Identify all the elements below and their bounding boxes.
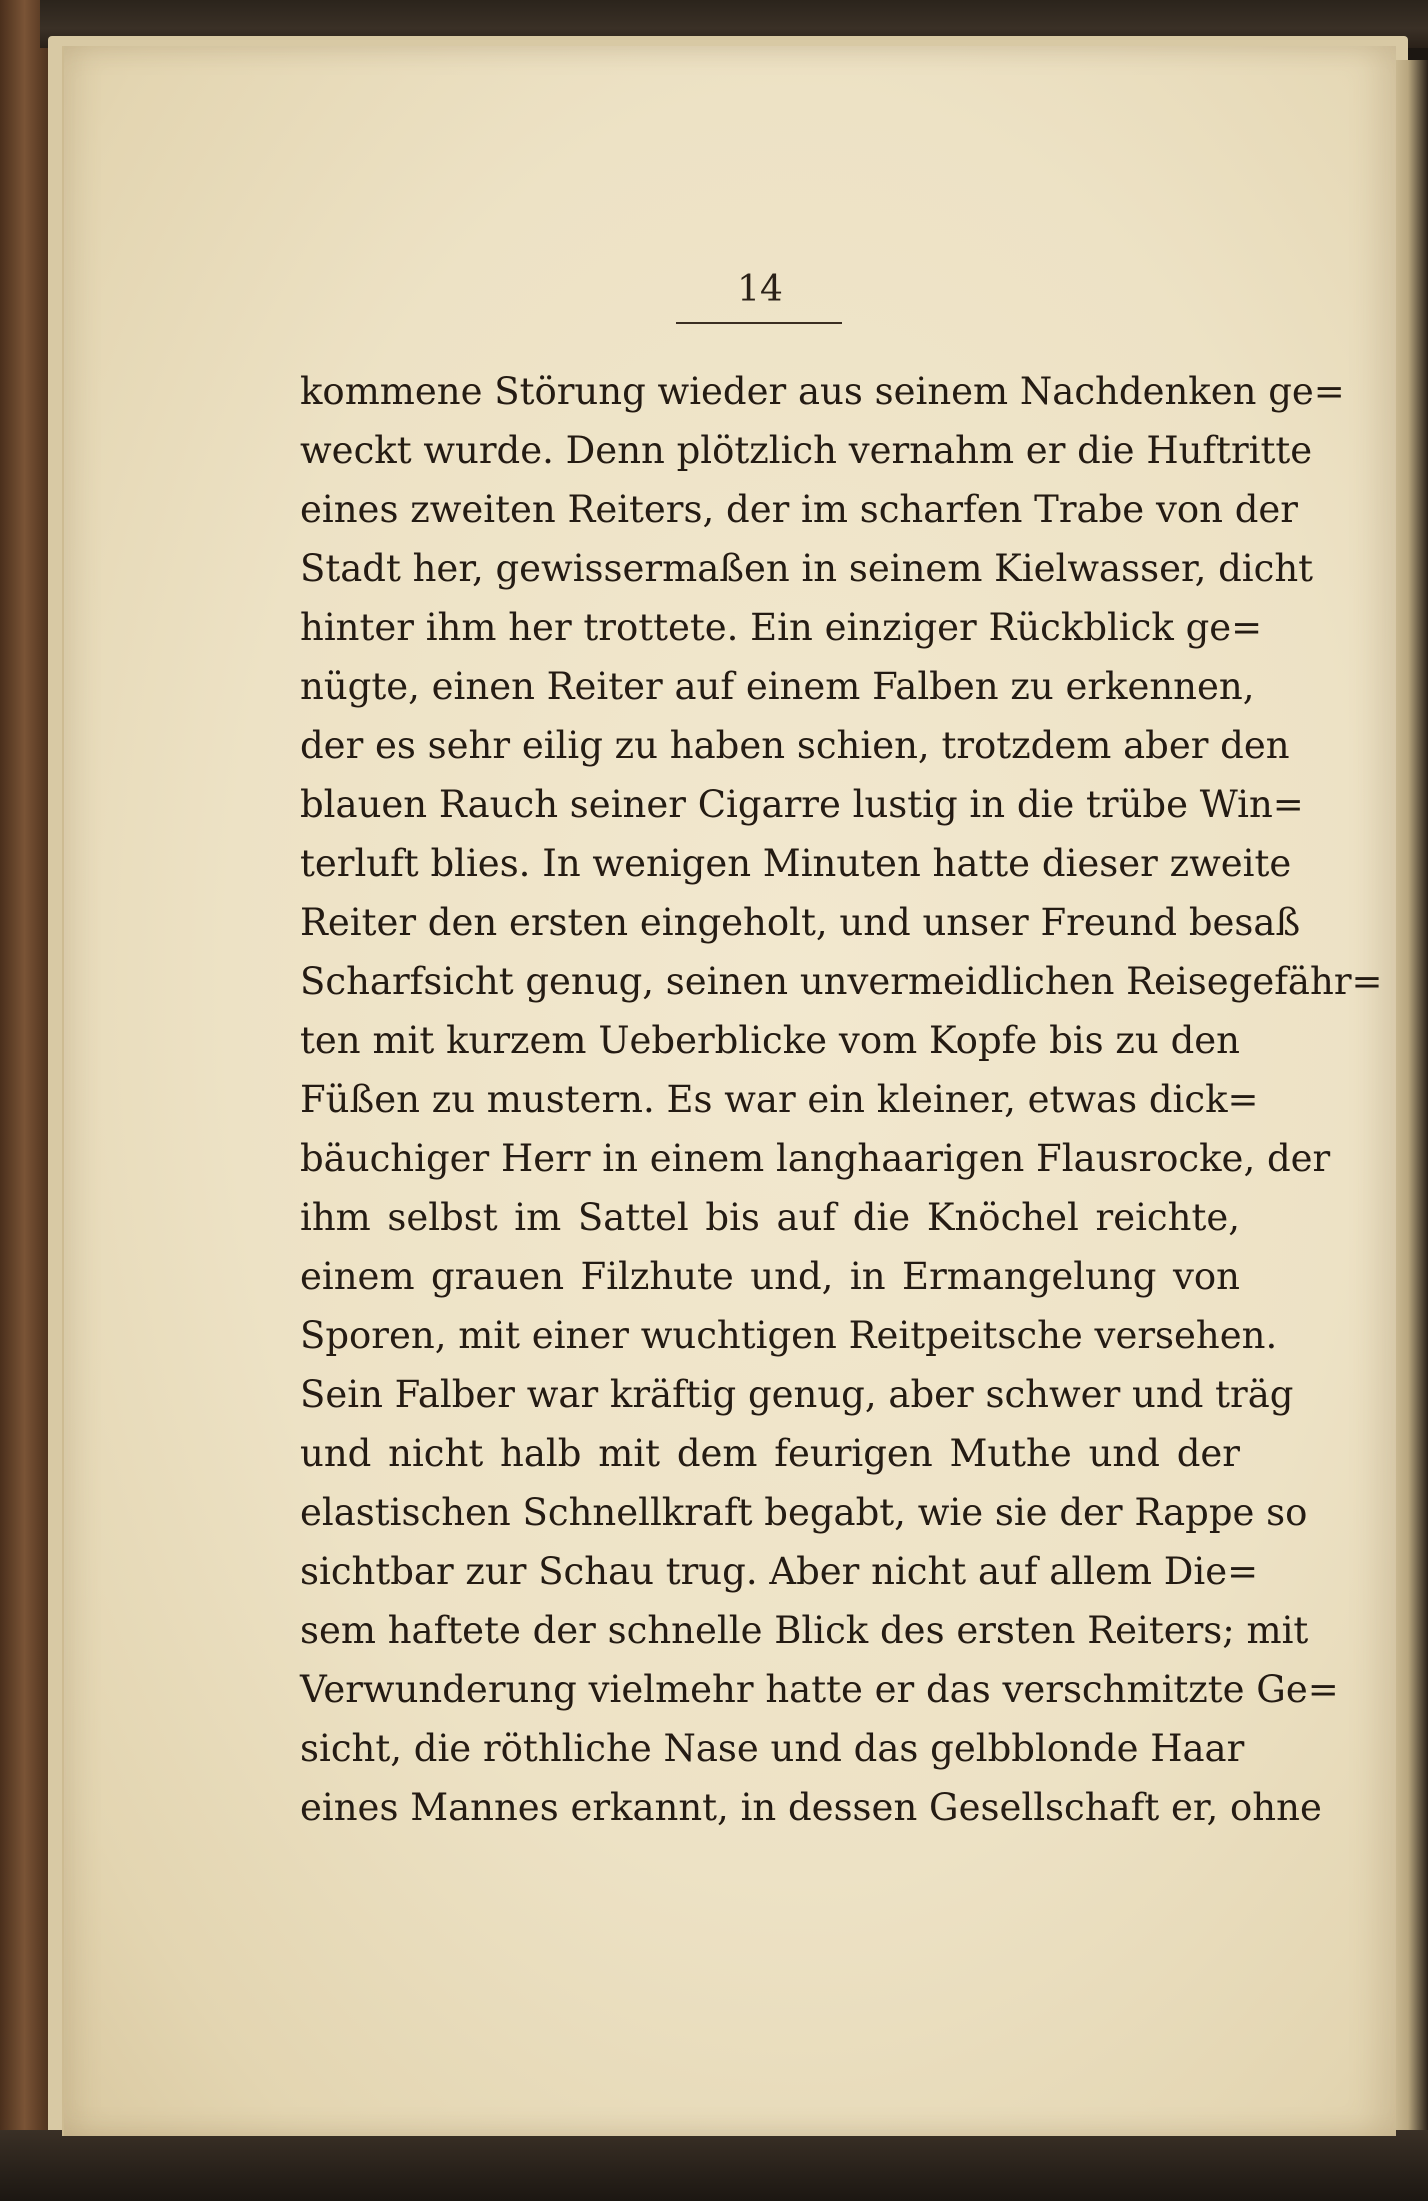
text-line: Sporen, mit einer wuchtigen Reitpeitsche versehen. bbox=[300, 1314, 1278, 1357]
text-line: der es sehr eilig zu haben schien, trotzdem aber den bbox=[300, 724, 1290, 767]
text-line: nügte, einen Reiter auf einem Falben zu erkennen, bbox=[300, 665, 1255, 708]
text-line: Füßen zu mustern. Es war ein kleiner, etwas dick= bbox=[300, 1078, 1259, 1121]
text-line: kommene Störung wieder aus seinem Nachdenken ge= bbox=[300, 370, 1345, 413]
text-line: blauen Rauch seiner Cigarre lustig in die trübe Win= bbox=[300, 783, 1304, 826]
text-line: Sein Falber war kräftig genug, aber schwer und träg bbox=[300, 1373, 1294, 1416]
text-line: Stadt her, gewissermaßen in seinem Kielwasser, dicht bbox=[300, 547, 1314, 590]
text-line: bäuchiger Herr in einem langhaarigen Flausrocke, der bbox=[300, 1137, 1331, 1180]
text-line: eines zweiten Reiters, der im scharfen Trabe von der bbox=[300, 488, 1298, 531]
text-line: sichtbar zur Schau trug. Aber nicht auf allem Die= bbox=[300, 1550, 1259, 1593]
text-line: elastischen Schnellkraft begabt, wie sie der Rappe so bbox=[300, 1491, 1308, 1534]
text-line: sicht, die röthliche Nase und das gelbblonde Haar bbox=[300, 1727, 1245, 1770]
text-line: Scharfsicht genug, seinen unvermeidlichen Reisegefähr= bbox=[300, 960, 1383, 1003]
text-line: hinter ihm her trottete. Ein einziger Rückblick ge= bbox=[300, 606, 1263, 649]
text-line: weckt wurde. Denn plötzlich vernahm er die Huftritte bbox=[300, 429, 1313, 472]
text-line: Reiter den ersten eingeholt, und unser Freund besaß bbox=[300, 901, 1301, 944]
page-number-rule bbox=[676, 322, 842, 324]
text-line: Verwunderung vielmehr hatte er das verschmitzte Ge= bbox=[300, 1668, 1339, 1711]
text-line: terluft blies. In wenigen Minuten hatte dieser zweite bbox=[300, 842, 1292, 885]
text-line: eines Mannes erkannt, in dessen Gesellschaft er, ohne bbox=[300, 1786, 1322, 1829]
page-number: 14 bbox=[737, 269, 783, 310]
text-line: einem grauen Filzhute und, in Ermangelung von bbox=[300, 1255, 1240, 1298]
text-line: ten mit kurzem Ueberblicke vom Kopfe bis zu den bbox=[300, 1019, 1240, 1062]
body-text bbox=[300, 362, 1383, 1837]
text-line: sem haftete der schnelle Blick des ersten Reiters; mit bbox=[300, 1609, 1309, 1652]
text-line: und nicht halb mit dem feurigen Muthe und der bbox=[300, 1432, 1240, 1475]
text-line: ihm selbst im Sattel bis auf die Knöchel reichte, bbox=[300, 1196, 1240, 1239]
book-bottom-edge bbox=[0, 2130, 1428, 2201]
